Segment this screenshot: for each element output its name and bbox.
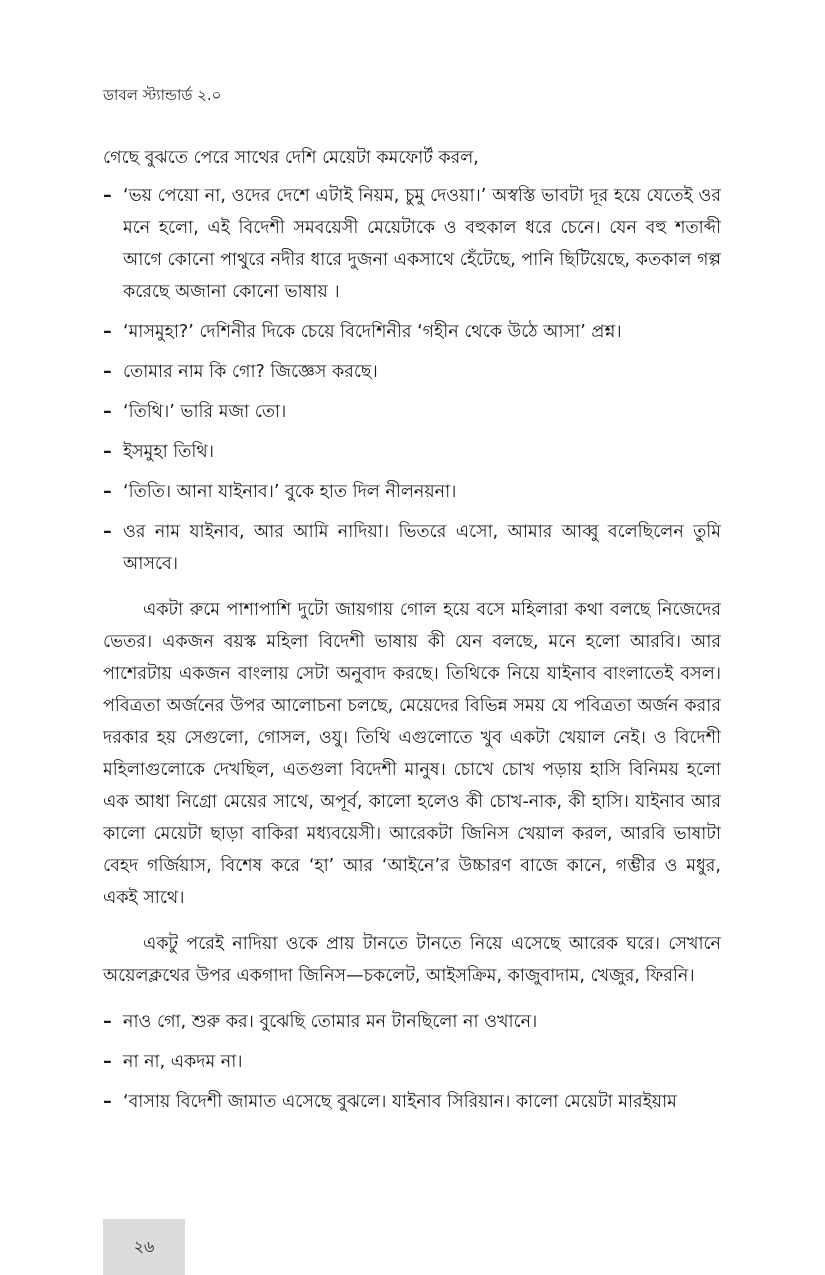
dialogue-text: ওর নাম যাইনাব, আর আমি নাদিয়া। ভিতরে এসো, আমার আব্বু বলেছিলেন তুমি আসবে। — [123, 522, 721, 574]
dialogue-text: ‘মাসমুহা?’ দেশিনীর দিকে চেয়ে বিদেশিনীর ‘গহীন থেকে উঠে আসা’ প্রশ্ন। — [123, 322, 622, 342]
body-text — [103, 142, 721, 1126]
dialogue-text: ইসমুহা তিথি। — [123, 442, 214, 462]
dialogue-dash: – — [103, 322, 112, 342]
dialogue-dash: – — [103, 186, 112, 206]
dialogue-line — [103, 396, 721, 428]
dialogue-line — [103, 356, 721, 388]
dialogue-dash: – — [103, 442, 112, 462]
dialogue-dash: – — [103, 402, 112, 422]
dialogue-text: ‘ভয় পেয়ো না, ওদের দেশে এটাই নিয়ম, চুমু দেওয়া।’ অস্বস্তি ভাবটা দূর হয়ে যেতেই ওর মনে হলো, এই বিদেশী সমবয়েসী মেয়েটাকে ও বহুকাল ধরে চেনে। যেন বহু শতাব্দী আগে কোনো পাথুরে নদীর ধারে দুজনা একসাথে হেঁটেছে, পানি ছিটিয়েছে, কতকাল গল্প করেছে অজানা কোনো ভাষায় । — [123, 186, 721, 302]
dialogue-line — [103, 436, 721, 468]
dialogue-text: ‘বাসায় বিদেশী জামাত এসেছে বুঝলে। যাইনাব সিরিয়ান। কালো মেয়েটা মারইয়াম — [123, 1092, 677, 1112]
dialogue-dash: – — [103, 1012, 112, 1032]
dialogue-dash: – — [103, 482, 112, 502]
dialogue-line — [103, 476, 721, 508]
dialogue-line — [103, 1046, 721, 1078]
dialogue-text: না না, একদম না। — [123, 1052, 243, 1072]
running-header: ডাবল স্ট্যান্ডার্ড ২.০ — [103, 86, 222, 104]
paragraph-2: একটু পরেই নাদিয়া ওকে প্রায় টানতে টানতে নিয়ে এসেছে আরেক ঘরে। সেখানে অয়েলক্লথের উপর একগাদা জিনিস—চকলেট, আইসক্রিম, কাজুবাদাম, খেজুর, ফিরনি। — [103, 934, 721, 986]
dialogue-dash: – — [103, 1052, 112, 1072]
dialogue-line — [103, 516, 721, 580]
dialogue-dash: – — [103, 362, 112, 382]
dialogue-line — [103, 180, 721, 308]
dialogue-line — [103, 1006, 721, 1038]
dialogue-text: তোমার নাম কি গো? জিজ্ঞেস করছে। — [123, 362, 378, 382]
dialogue-text: নাও গো, শুরু কর। বুঝেছি তোমার মন টানছিলো না ওখানে। — [123, 1012, 538, 1032]
page-number: ২৬ — [133, 1236, 155, 1256]
paragraph-1: একটা রুমে পাশাপাশি দুটো জায়গায় গোল হয়ে বসে মহিলারা কথা বলছে নিজেদের ভেতর। একজন বয়স্ক মহিলা বিদেশী ভাষায় কী যেন বলছে, মনে হলো আরবি। আর পাশেরটায় একজন বাংলায় সেটা অনুবাদ করছে। তিথিকে নিয়ে যাইনাব বাংলাতেই বসল। পবিত্রতা অর্জনের উপর আলোচনা চলছে, মেয়েদের বিভিন্ন সময় যে পবিত্রতা অর্জন করার দরকার হয় সেগুলো, গোসল, ওযু। তিথি এগুলোতে খুব একটা খেয়াল নেই। ও বিদেশী মহিলাগুলোকে দেখছিল, এতগুলা বিদেশী মানুষ। চোখে চোখ পড়ায় হাসি বিনিময় হলো এক আধা নিগ্রো মেয়ের সাথে, অপূর্ব, কালো হলেও কী চোখ-নাক, কী হাসি। যাইনাব আর কালো মেয়েটা ছাড়া বাকিরা মধ্যবয়েসী। আরেকটা জিনিস খেয়াল করল, আরবি ভাষাটা বেহদ গর্জিয়াস, বিশেষ করে ‘হা’ আর ‘আইনে’র উচ্চারণ বাজে কানে, গম্ভীর ও মধুর, একই সাথে। — [103, 600, 721, 908]
page-number-box — [103, 1219, 185, 1275]
dialogue-dash: – — [103, 1092, 112, 1112]
dialogue-line — [103, 1086, 721, 1118]
dialogue-line — [103, 316, 721, 348]
intro-line: গেছে বুঝতে পেরে সাথের দেশি মেয়েটা কমফোর্ট করল, — [103, 148, 479, 168]
dialogue-dash: – — [103, 522, 112, 542]
dialogue-text: ‘তিথি।’ ভারি মজা তো। — [123, 402, 287, 422]
dialogue-text: ‘তিতি। আনা যাইনাব।’ বুকে হাত দিল নীলনয়না। — [123, 482, 457, 502]
